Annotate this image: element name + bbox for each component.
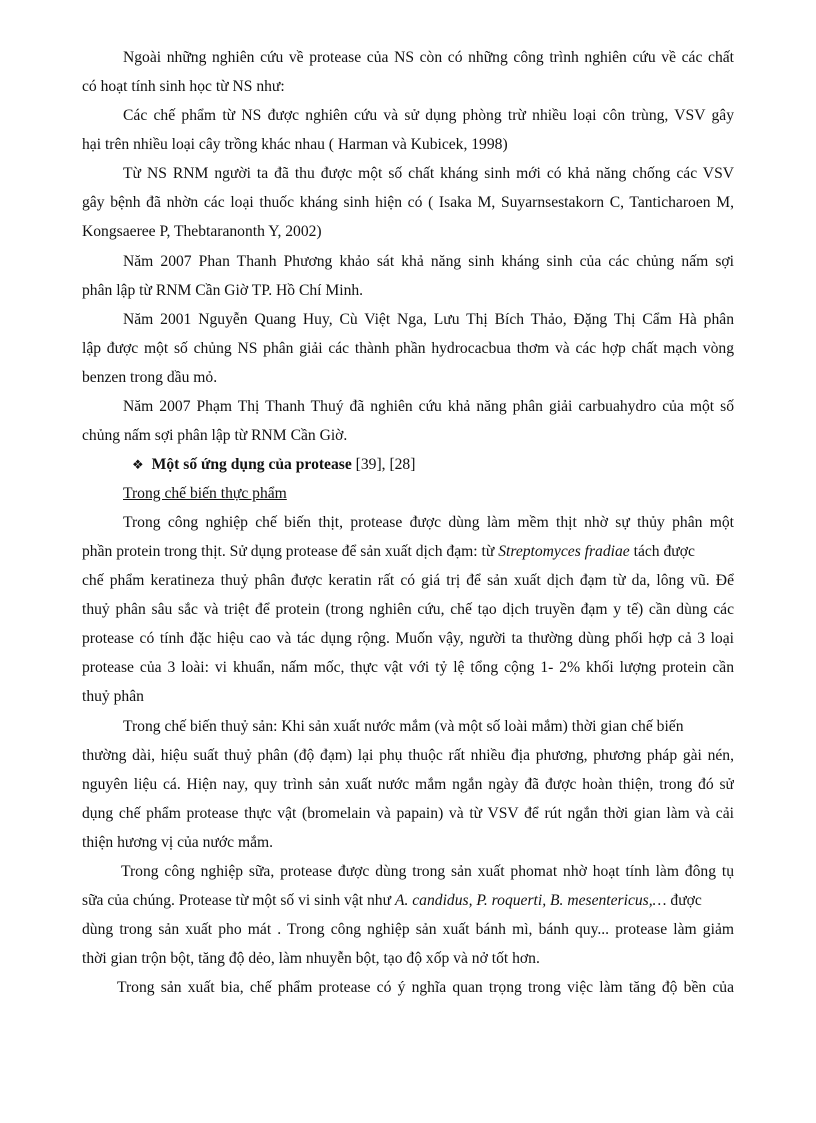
paragraph-line: nguyên liệu cá. Hiện nay, quy trình sản xuất nước mắm ngắn ngày đã được hoàn thiện, trong đó sử [82, 776, 734, 793]
paragraph-line: Trong sản xuất bia, chế phẩm protease có ý nghĩa quan trọng trong việc làm tăng độ bền của [117, 979, 734, 996]
text-run: sữa của chúng. Protease từ một số vi sinh vật như [82, 892, 395, 909]
species-names: A. candidus, P. roquerti, B. mesentericus,… [394, 892, 667, 909]
section-heading [132, 455, 415, 476]
paragraph-line: Từ NS RNM người ta đã thu được một số chất kháng sinh mới có khả năng chống các VSV [123, 165, 734, 182]
paragraph-line [82, 542, 734, 562]
paragraph-line: Năm 2007 Phạm Thị Thanh Thuý đã nghiên cứu khả năng phân giải carbuahydro của một số [123, 398, 734, 415]
paragraph-line: dụng chế phẩm protease thực vật (bromelain và papain) và từ VSV để rút ngắn thời gian làm và cải [82, 805, 734, 822]
text-run: phần protein trong thịt. Sử dụng protease để sản xuất dịch đạm: từ [82, 543, 499, 560]
species-name: Streptomyces fradiae [498, 543, 630, 560]
paragraph-line: Năm 2001 Nguyễn Quang Huy, Cù Việt Nga, Lưu Thị Bích Thảo, Đặng Thị Cẩm Hà phân [123, 311, 734, 328]
paragraph-line: benzen trong dầu mỏ. [82, 369, 218, 386]
paragraph-line: có hoạt tính sinh học từ NS như: [82, 78, 285, 95]
paragraph-line: thuỷ phân [82, 688, 144, 705]
paragraph-line: thuỷ phân sâu sắc và triệt để protein (trong nghiên cứu, chế tạo dịch truyền đạm y tế) cần dùng các [82, 601, 734, 618]
paragraph-line: Trong công nghiệp chế biến thịt, protease được dùng làm mềm thịt nhờ sự thủy phân một [123, 514, 734, 531]
paragraph-line: Năm 2007 Phan Thanh Phương khảo sát khả năng sinh kháng sinh của các chủng nấm sợi [123, 253, 734, 270]
diamond-bullet-icon: ❖ [132, 458, 144, 473]
text-run: tách được [629, 543, 695, 560]
section-references: [39], [28] [351, 456, 416, 473]
paragraph-line: Các chế phẩm từ NS được nghiên cứu và sử dụng phòng trừ nhiều loại côn trùng, VSV gây [123, 107, 734, 124]
paragraph-line: thường dài, hiệu suất thuỷ phân (độ đạm) lại phụ thuộc rất nhiều địa phương, phương pháp gài nén, [82, 747, 734, 764]
paragraph-line: Trong chế biến thuỷ sản: Khi sản xuất nước mắm (và một số loài mắm) thời gian chế biến [123, 718, 684, 735]
paragraph-line: gây bệnh đã nhờn các loại thuốc kháng sinh hiện có ( Isaka M, Suyarnsestakorn C, Tanticharoen M, [82, 194, 734, 211]
section-heading-text: Một số ứng dụng của protease [151, 456, 352, 473]
paragraph-line: lập được một số chủng NS phân giải các thành phần hydrocacbua thơm và các hợp chất mạch vòng [82, 340, 734, 357]
paragraph-line: protease có tính đặc hiệu cao và tác dụng rộng. Muốn vậy, người ta thường dùng phối hợp cả 3 loại [82, 630, 734, 647]
subheading: Trong chế biến thực phẩm [123, 485, 287, 502]
paragraph-line: chế phẩm keratineza thuỷ phân được keratin rất có giá trị để sản xuất dịch đạm từ da, lông vũ. Để [82, 572, 734, 589]
text-run: được [666, 892, 702, 909]
paragraph-line [82, 891, 734, 911]
paragraph-line: Trong công nghiệp sữa, protease được dùng trong sản xuất phomat nhờ hoạt tính làm đông tụ [121, 863, 734, 880]
paragraph-line: chủng nấm sợi phân lập từ RNM Cần Giờ. [82, 427, 348, 444]
paragraph-line: thiện hương vị của nước mắm. [82, 834, 274, 851]
paragraph-line: thời gian trộn bột, tăng độ dẻo, làm nhuyễn bột, tạo độ xốp và nở tốt hơn. [82, 950, 540, 967]
paragraph-line: phân lập từ RNM Cần Giờ TP. Hồ Chí Minh. [82, 282, 364, 299]
paragraph-line: Kongsaeree P, Thebtaranonth Y, 2002) [82, 223, 322, 240]
paragraph-line: Ngoài những nghiên cứu về protease của NS còn có những công trình nghiên cứu về các chất [123, 49, 734, 66]
paragraph-line: dùng trong sản xuất pho mát . Trong công nghiệp sản xuất bánh mì, bánh quy... protease làm giảm [82, 921, 734, 938]
paragraph-line: hại trên nhiều loại cây trồng khác nhau ( Harman và Kubicek, 1998) [82, 136, 508, 153]
paragraph-line: protease của 3 loài: vi khuẩn, nấm mốc, thực vật với tỷ lệ tổng cộng 1- 2% khối lượng protein cần [82, 659, 734, 676]
